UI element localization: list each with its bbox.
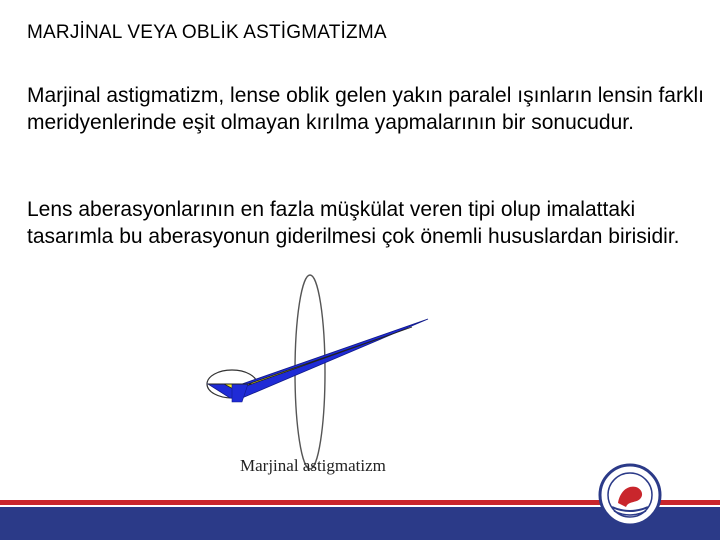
astigmatism-diagram [190,272,440,487]
body-paragraph-1: Marjinal astigmatizm, lense oblik gelen yakın paralel ışınların lensin farklı meridyenlerinde eşit olmayan kırılma yapmalarının bir sonucudur. [27,84,704,134]
university-seal-icon [598,463,662,527]
body-paragraph-2: Lens aberasyonlarının en fazla müşkülat veren tipi olup imalattaki tasarımla bu aberasyonun giderilmesi çok önemli hususlardan birisidir. [27,198,680,248]
figure-caption: Marjinal astigmatizm [240,456,386,475]
slide-title: MARJİNAL VEYA OBLİK ASTİGMATİZMA [27,22,387,43]
